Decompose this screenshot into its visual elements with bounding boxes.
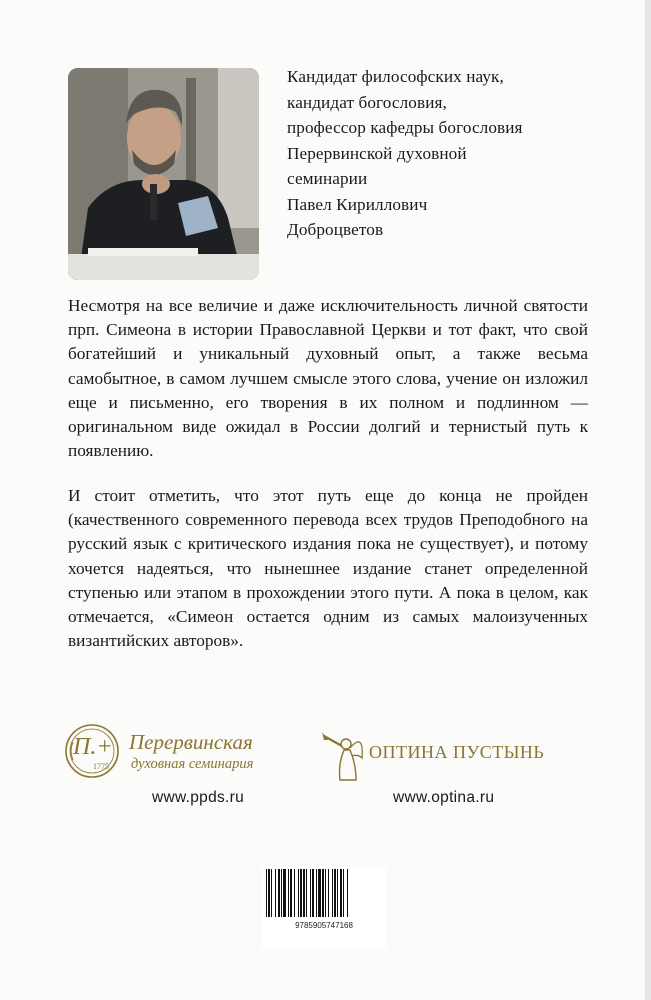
author-line-3: профессор кафедры богословия xyxy=(287,118,523,137)
barcode-bar xyxy=(300,869,302,917)
ppds-subtitle: духовная семинария xyxy=(131,756,254,772)
ppds-url[interactable]: www.ppds.ru xyxy=(152,789,245,806)
body-paragraph-2: И стоит отметить, что этот путь еще до конца не пройден (качественного современного перевода всех трудов Преподобного на русский язык с критического издания пока не существует), и потому хочется надеяться, что нынешнее издание станет определенной ступенью или этапом в прохождении этого пути. А пока в целом, как отмечается, «Симеон остается одним из самых малоизученных византийских авторов». xyxy=(68,486,588,651)
author-line-5: семинарии xyxy=(287,169,368,188)
author-photo xyxy=(68,68,259,280)
body-paragraph-1: Несмотря на все величие и даже исключительность личной святости прп. Симеона в истории Православной Церкви и тот факт, что свой богатейший и уникальный духовный опыт, а также весьма самобытное, в самом лучшем смысле этого слова, учение он изложил еще и письменно, его творения в их полном и подлинном — оригинальном виде ожидал в России долгий и тернистый путь к появлению. xyxy=(68,296,588,461)
barcode-bar xyxy=(298,869,299,917)
barcode-bar xyxy=(306,869,307,917)
barcode-bar xyxy=(343,869,344,917)
optina-name: ОПТИНА ПУСТЫНЬ xyxy=(369,742,545,762)
barcode-bar xyxy=(340,869,342,917)
author-name-first: Павел Кириллович xyxy=(287,194,428,214)
barcode-bar xyxy=(322,869,324,917)
barcode-bar xyxy=(325,869,326,917)
barcode-bar xyxy=(328,869,329,917)
barcode-number: 9785905747168 xyxy=(295,921,353,930)
author-line-2: кандидат богословия, xyxy=(287,92,447,112)
barcode-bar xyxy=(266,869,267,917)
author-credentials xyxy=(287,64,617,243)
barcode-bar xyxy=(278,869,280,917)
barcode-bar xyxy=(332,869,333,917)
angel-trumpet-icon xyxy=(320,724,366,782)
barcode-bar xyxy=(290,869,292,917)
author-line-4: Перервинской духовной xyxy=(287,143,467,163)
barcode-bar xyxy=(334,869,336,917)
barcode-bar xyxy=(281,869,282,917)
optina-logo xyxy=(320,724,560,784)
barcode-bar xyxy=(316,869,317,917)
barcode-bar xyxy=(271,869,272,917)
barcode-bars xyxy=(262,867,386,919)
barcode-bar xyxy=(294,869,295,917)
ppds-seal-letters: П.+ xyxy=(73,734,113,760)
barcode-bar xyxy=(275,869,276,917)
barcode-bar xyxy=(337,869,338,917)
barcode-bar xyxy=(312,869,314,917)
barcode-bar xyxy=(318,869,321,917)
barcode-bar xyxy=(283,869,286,917)
author-line-1: Кандидат философских наук, xyxy=(287,67,504,86)
barcode-bar xyxy=(268,869,270,917)
barcode-bar xyxy=(347,869,348,917)
author-name-last: Доброцветов xyxy=(287,220,384,239)
ppds-logo xyxy=(63,722,283,782)
barcode-bar xyxy=(310,869,311,917)
barcode-bar xyxy=(303,869,305,917)
ppds-name: Перервинская xyxy=(129,730,253,754)
ppds-seal-year: 1775 xyxy=(93,762,109,771)
barcode-bar xyxy=(288,869,289,917)
optina-url[interactable]: www.optina.ru xyxy=(393,789,495,806)
isbn-barcode xyxy=(262,867,386,949)
